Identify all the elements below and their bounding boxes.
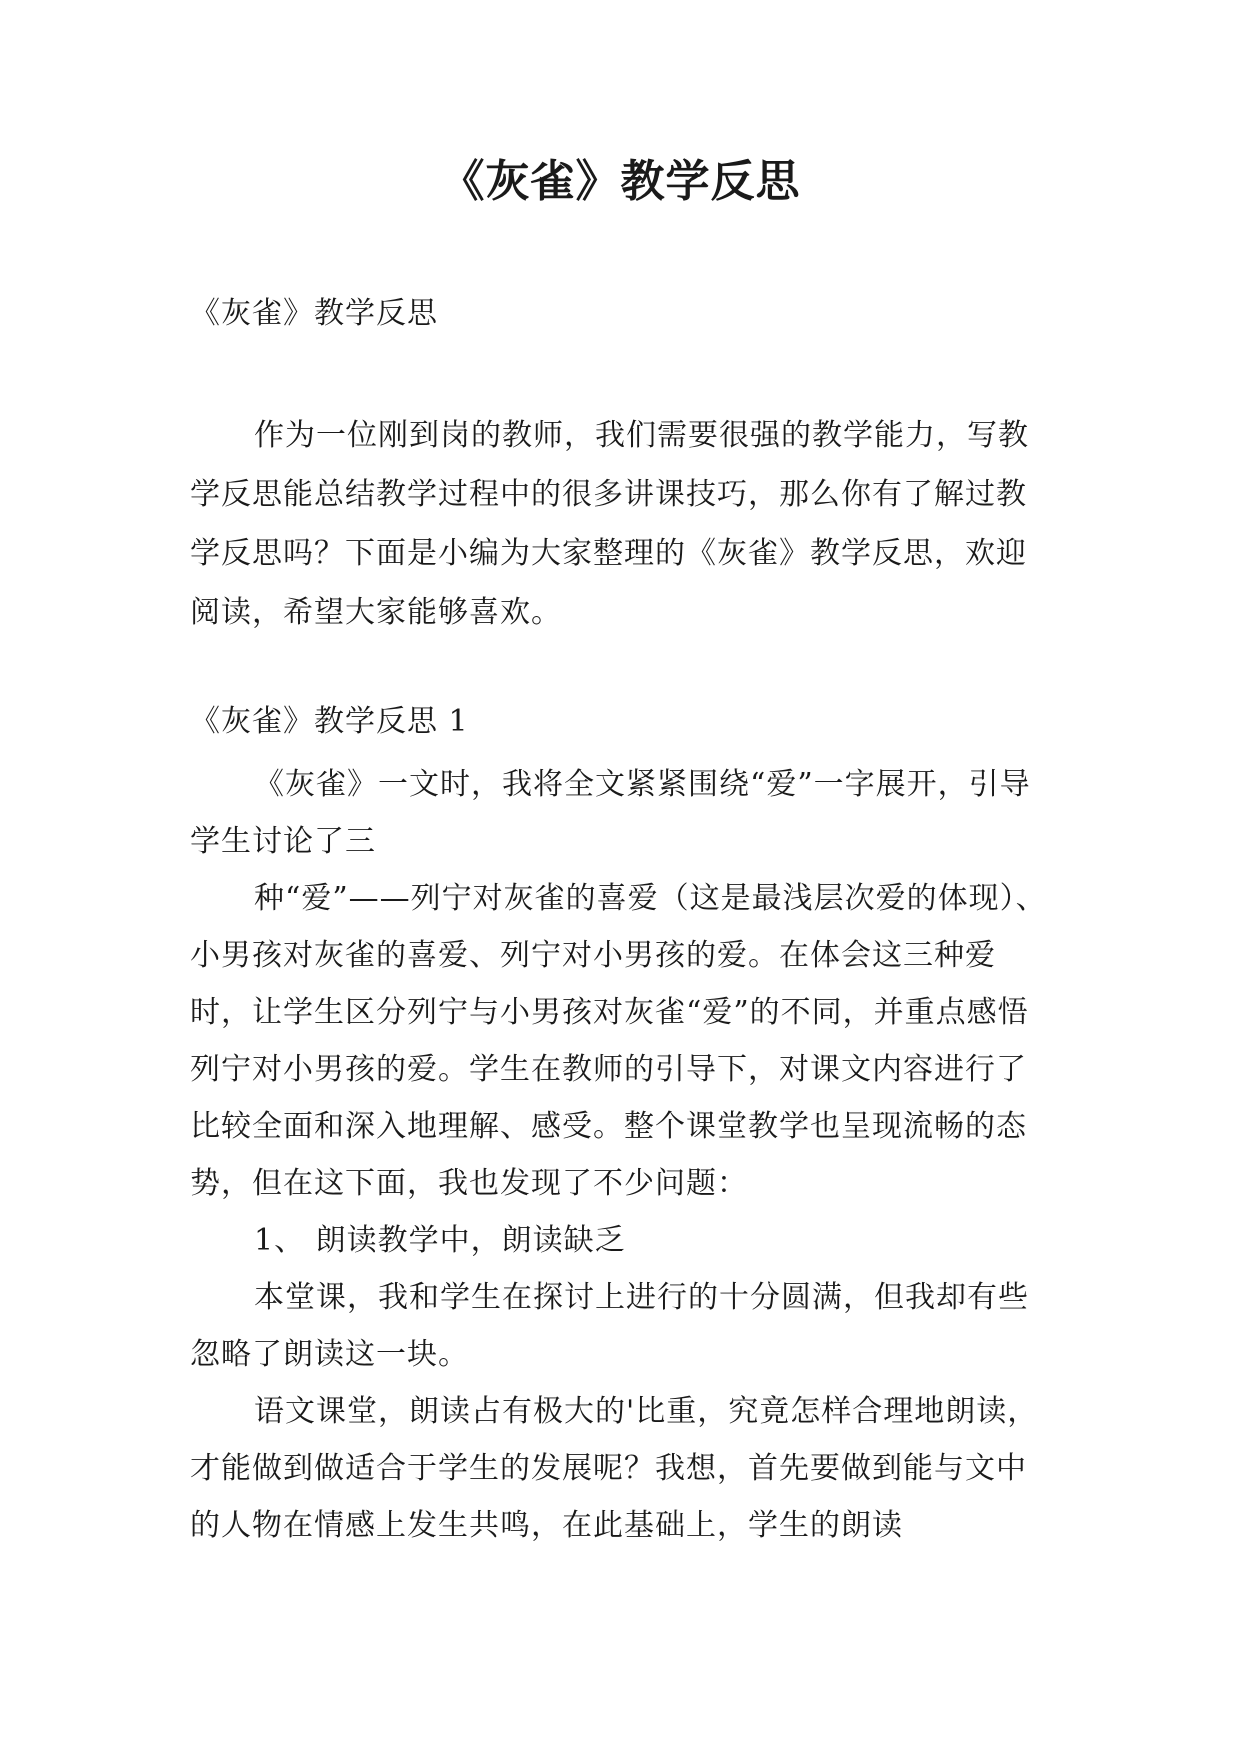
section-body	[190, 756, 1050, 1554]
section-heading: 《灰雀》教学反思 1	[190, 704, 469, 739]
document-title: 《灰雀》教学反思	[440, 156, 801, 207]
paragraph-lesson-review: 本堂课，我和学生在探讨上进行的十分圆满，但我却有些忽略了朗读这一块。	[190, 1280, 1029, 1372]
intro-paragraph: 作为一位刚到岗的教师，我们需要很强的教学能力，写教学反思能总结教学过程中的很多讲课技巧，那么你有了解过教学反思吗？下面是小编为大家整理的《灰雀》教学反思，欢迎阅读，希望大家能够喜欢。	[190, 418, 1029, 630]
list-item-reading-problem: 1、 朗读教学中，朗读缺乏	[254, 1223, 626, 1258]
document-subtitle: 《灰雀》教学反思	[190, 296, 438, 331]
paragraph-opening: 《灰雀》一文时，我将全文紧紧围绕“爱”一字展开，引导学生讨论了三	[190, 767, 1031, 859]
paragraph-reading-importance: 语文课堂，朗读占有极大的'比重，究竟怎样合理地朗读，才能做到做适合于学生的发展呢？我想，首先要做到能与文中的人物在情感上发生共鸣，在此基础上，学生的朗读	[190, 1394, 1039, 1543]
paragraph-three-loves: 种“爱”——列宁对灰雀的喜爱（这是最浅层次爱的体现）、小男孩对灰雀的喜爱、列宁对小男孩的爱。在体会这三种爱时，让学生区分列宁与小男孩对灰雀“爱”的不同，并重点感悟列宁对小男孩的爱。学生在教师的引导下，对课文内容进行了比较全面和深入地理解、感受。整个课堂教学也呈现流畅的态势，但在这下面，我也发现了不少问题：	[190, 881, 1047, 1201]
